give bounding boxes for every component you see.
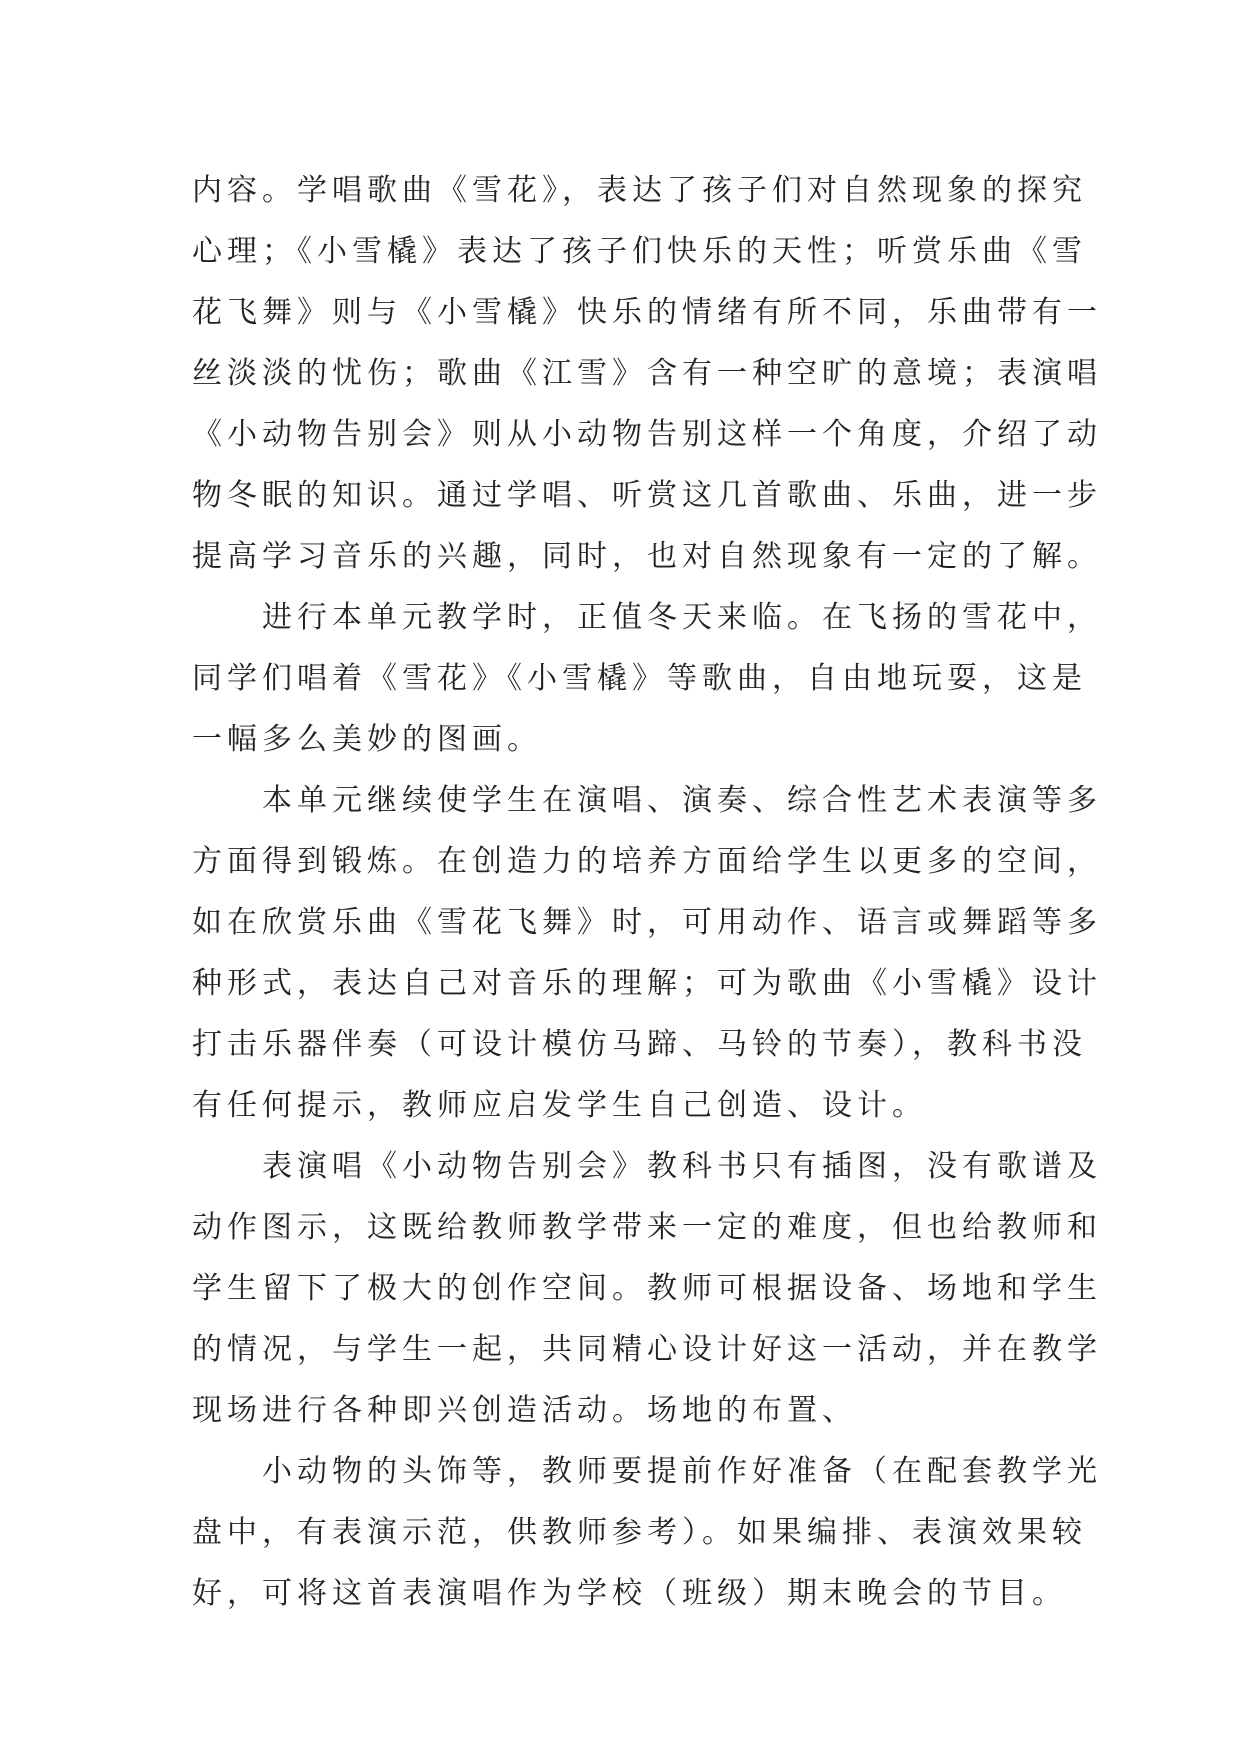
text-line: 的情况，与学生一起，共同精心设计好这一活动，并在教学: [192, 1332, 1102, 1367]
text-line: 盘中，有表演示范，供教师参考）。如果编排、表演效果较: [192, 1515, 1087, 1550]
body-text: [192, 160, 1102, 1624]
text-line: 进行本单元教学时，正值冬天来临。在飞扬的雪花中，: [192, 600, 1102, 635]
text-line: 动作图示，这既给教师教学带来一定的难度，但也给教师和: [192, 1210, 1102, 1245]
text-line: 种形式，表达自己对音乐的理解；可为歌曲《小雪橇》设计: [192, 966, 1102, 1001]
text-line: 同学们唱着《雪花》《小雪橇》等歌曲，自由地玩耍，这是: [192, 661, 1087, 696]
text-line: 一幅多么美妙的图画。: [192, 722, 542, 757]
text-line: 物冬眠的知识。通过学唱、听赏这几首歌曲、乐曲，进一步: [192, 478, 1102, 513]
paragraph-unit-content: [192, 160, 1102, 587]
paragraph-winter-teaching: [192, 587, 1102, 770]
paragraph-preparation: [192, 1441, 1102, 1624]
text-line: 心理；《小雪橇》表达了孩子们快乐的天性；听赏乐曲《雪: [192, 234, 1087, 269]
paragraph-creativity: [192, 770, 1102, 1136]
text-line: 有任何提示，教师应启发学生自己创造、设计。: [192, 1088, 927, 1123]
text-line: 现场进行各种即兴创造活动。场地的布置、: [192, 1393, 857, 1428]
text-line: 学生留下了极大的创作空间。教师可根据设备、场地和学生: [192, 1271, 1102, 1306]
text-line: 内容。学唱歌曲《雪花》，表达了孩子们对自然现象的探究: [192, 173, 1087, 208]
text-line: 丝淡淡的忧伤；歌曲《江雪》含有一种空旷的意境；表演唱: [192, 356, 1102, 391]
text-line: 本单元继续使学生在演唱、演奏、综合性艺术表演等多: [192, 783, 1102, 818]
text-line: 小动物的头饰等，教师要提前作好准备（在配套教学光: [192, 1454, 1102, 1489]
text-line: 好，可将这首表演唱作为学校（班级）期末晚会的节目。: [192, 1576, 1067, 1611]
text-line: 提高学习音乐的兴趣，同时，也对自然现象有一定的了解。: [192, 539, 1102, 574]
text-line: 方面得到锻炼。在创造力的培养方面给学生以更多的空间，: [192, 844, 1102, 879]
text-line: 表演唱《小动物告别会》教科书只有插图，没有歌谱及: [192, 1149, 1102, 1184]
paragraph-performance-song: [192, 1136, 1102, 1441]
text-line: 花飞舞》则与《小雪橇》快乐的情绪有所不同，乐曲带有一: [192, 295, 1102, 330]
text-line: 如在欣赏乐曲《雪花飞舞》时，可用动作、语言或舞蹈等多: [192, 905, 1102, 940]
text-line: 打击乐器伴奏（可设计模仿马蹄、马铃的节奏），教科书没: [192, 1027, 1087, 1062]
text-line: 《小动物告别会》则从小动物告别这样一个角度，介绍了动: [192, 417, 1102, 452]
